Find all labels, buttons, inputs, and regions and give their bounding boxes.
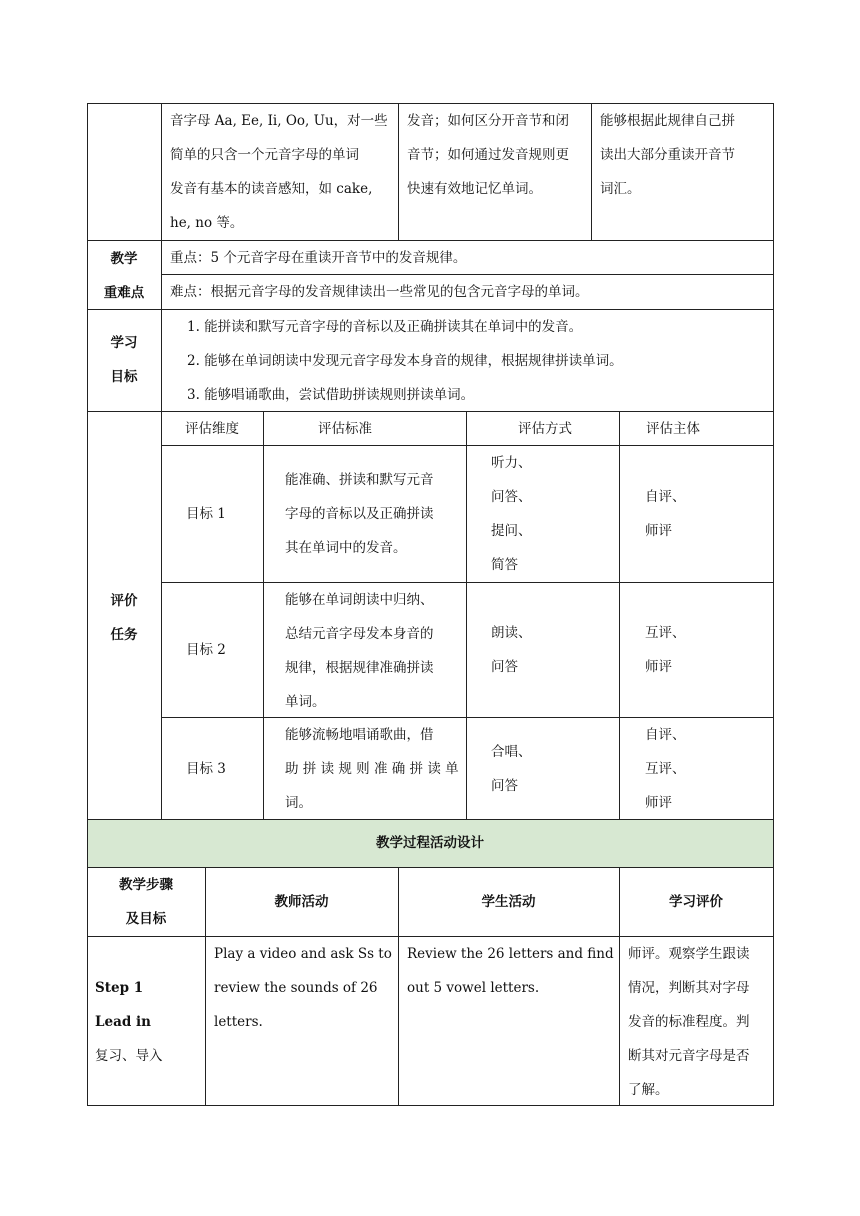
method-line: 问答、 <box>491 489 532 505</box>
step-title: Lead in <box>95 1014 151 1030</box>
list-item: 3. 能够唱诵歌曲，尝试借助拼读规则拼读单词。 <box>187 387 475 403</box>
criteria-line: 词。 <box>285 795 312 811</box>
goal-dimension: 目标 2 <box>186 642 226 658</box>
subject-line: 自评、 <box>645 489 686 505</box>
subject-line: 互评、 <box>645 625 686 641</box>
text-line: 词汇。 <box>600 181 641 197</box>
text-line: he, no 等。 <box>170 215 244 231</box>
method-line: 听力、 <box>491 455 532 471</box>
method-line: 问答 <box>491 659 518 675</box>
list-item: 1. 能拼读和默写元音字母的音标以及正确拼读其在单词中的发音。 <box>187 319 583 335</box>
column-header: 学习评价 <box>669 894 723 910</box>
teacher-activity-line: review the sounds of 26 <box>214 980 378 996</box>
column-header: 及目标 <box>125 911 167 927</box>
criteria-line: 其在单词中的发音。 <box>285 540 407 556</box>
column-header: 评估方式 <box>518 421 572 437</box>
column-header: 教学步骤 <box>119 877 173 893</box>
difficult-point-text: 难点：根据元音字母的发音规律读出一些常见的包含元音字母的单词。 <box>170 284 589 300</box>
column-header: 教师活动 <box>274 894 329 910</box>
criteria-line: 总结元音字母发本身音的 <box>285 626 434 642</box>
column-header: 评估标准 <box>318 421 372 437</box>
column-header: 学生活动 <box>481 894 536 910</box>
evaluation-line: 断其对元音字母是否 <box>628 1048 750 1064</box>
text-line: 音节；如何通过发音规则更 <box>407 147 569 163</box>
student-activity-line: Review the 26 letters and find <box>407 946 614 962</box>
method-line: 问答 <box>491 778 518 794</box>
goals-label: 目标 <box>110 369 138 385</box>
text-line: 音字母 Aa, Ee, Ii, Oo, Uu，对一些 <box>170 113 388 129</box>
student-activity-line: out 5 vowel letters. <box>407 980 540 996</box>
goal-dimension: 目标 3 <box>186 761 226 777</box>
step-title: 复习、导入 <box>95 1048 163 1064</box>
criteria-line: 能准确、拼读和默写元音 <box>285 472 434 488</box>
evaluation-line: 发音的标准程度。判 <box>628 1014 750 1030</box>
evaluation-label: 任务 <box>110 627 138 643</box>
method-line: 简答 <box>491 557 518 573</box>
subject-line: 师评 <box>645 795 672 811</box>
evaluation-line: 情况，判断其对字母 <box>628 980 750 996</box>
method-line: 提问、 <box>491 523 532 539</box>
text-line: 读出大部分重读开音节 <box>600 147 735 163</box>
key-point-text: 重点：5 个元音字母在重读开音节中的发音规律。 <box>170 250 467 266</box>
criteria-line: 能够在单词朗读中归纳、 <box>285 592 434 608</box>
method-line: 朗读、 <box>491 625 532 641</box>
subject-line: 自评、 <box>645 727 686 743</box>
evaluation-line: 师评。观察学生跟读 <box>628 946 750 962</box>
criteria-line: 助 拼 读 规 则 准 确 拼 读 单 <box>285 761 459 777</box>
evaluation-line: 了解。 <box>628 1082 669 1098</box>
criteria-line: 单词。 <box>285 694 326 710</box>
list-item: 2. 能够在单词朗读中发现元音字母发本身音的规律，根据规律拼读单词。 <box>187 353 623 369</box>
section-title: 教学过程活动设计 <box>376 835 484 851</box>
text-line: 能够根据此规律自己拼 <box>600 113 735 129</box>
subject-line: 互评、 <box>645 761 686 777</box>
goals-label: 学习 <box>110 335 138 351</box>
column-header: 评估主体 <box>646 421 700 437</box>
method-line: 合唱、 <box>491 744 532 760</box>
teacher-activity-line: letters. <box>214 1014 263 1030</box>
subject-line: 师评 <box>645 659 672 675</box>
text-line: 快速有效地记忆单词。 <box>407 181 542 197</box>
column-header: 评估维度 <box>185 421 239 437</box>
key-points-label: 教学 <box>110 251 138 267</box>
teacher-activity-line: Play a video and ask Ss to <box>214 946 392 962</box>
key-points-label: 重难点 <box>103 285 145 301</box>
goal-dimension: 目标 1 <box>186 506 226 522</box>
criteria-line: 规律，根据规律准确拼读 <box>285 660 434 676</box>
evaluation-label: 评价 <box>110 593 138 609</box>
step-title: Step 1 <box>95 980 144 996</box>
subject-line: 师评 <box>645 523 672 539</box>
criteria-line: 能够流畅地唱诵歌曲，借 <box>285 727 434 743</box>
criteria-line: 字母的音标以及正确拼读 <box>285 506 434 522</box>
text-line: 简单的只含一个元音字母的单词 <box>170 147 359 163</box>
text-line: 发音；如何区分开音节和闭 <box>407 113 569 129</box>
text-line: 发音有基本的读音感知，如 cake, <box>170 181 373 197</box>
